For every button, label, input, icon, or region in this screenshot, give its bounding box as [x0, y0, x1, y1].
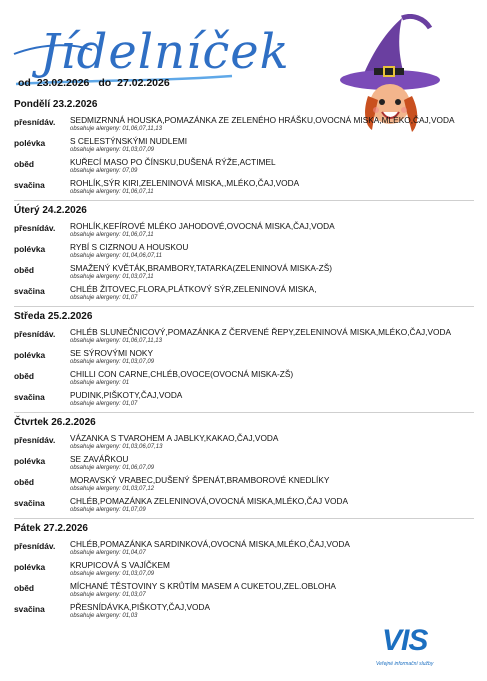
meal-row-snack-pm — [14, 602, 474, 620]
meal-label: polévka — [14, 456, 46, 466]
meal-content — [70, 539, 474, 557]
meal-label: polévka — [14, 562, 46, 572]
to-label: do — [98, 77, 112, 89]
meal-content — [70, 390, 474, 408]
meal-label: oběd — [14, 583, 35, 593]
meal-row-soup — [14, 454, 474, 472]
meal-content — [70, 263, 474, 281]
meal-content — [70, 560, 474, 578]
meal-row-lunch — [14, 581, 474, 599]
from-date: 23.02.2026 — [36, 77, 90, 89]
meal-allergens: obsahuje alergeny: 01,03 — [70, 613, 138, 619]
meal-food: CHILLI CON CARNE,CHLÉB,OVOCE(OVOCNÁ MISKA-ZŠ) — [70, 369, 294, 379]
meal-allergens: obsahuje alergeny: 01,06,07,11 — [70, 232, 154, 238]
meal-content — [70, 454, 474, 472]
meal-label: přesnídáv. — [14, 329, 56, 339]
meal-label: přesnídáv. — [14, 117, 56, 127]
meal-content — [70, 602, 474, 620]
meal-label: oběd — [14, 265, 35, 275]
meal-food: KUŘECÍ MASO PO ČÍNSKU,DUŠENÁ RÝŽE,ACTIMEL — [70, 157, 276, 167]
day-tuesday — [14, 205, 474, 307]
meal-row-snack-pm — [14, 496, 474, 514]
meal-label: svačina — [14, 498, 45, 508]
meal-food: S CELESTÝNSKÝMI NUDLEMI — [70, 136, 188, 146]
meal-food: MORAVSKÝ VRABEC,DUŠENÝ ŠPENÁT,BRAMBOROVÉ KNEDLÍKY — [70, 475, 330, 485]
meal-content — [70, 157, 474, 175]
meal-content — [70, 348, 474, 366]
meal-allergens: obsahuje alergeny: 01,06,07,11,13 — [70, 338, 162, 344]
meal-label: svačina — [14, 180, 45, 190]
meal-row-soup — [14, 560, 474, 578]
meal-allergens: obsahuje alergeny: 01,03,07,12 — [70, 486, 155, 492]
day-title: Středa 25.2.2026 — [14, 311, 93, 322]
meal-allergens: obsahuje alergeny: 01,03,07,11 — [70, 274, 154, 280]
meal-label: polévka — [14, 350, 46, 360]
meal-food: CHLÉB ŽITOVEC,FLORA,PLÁTKOVÝ SÝR,ZELENINOVÁ MISKA, — [70, 284, 317, 294]
meal-allergens: obsahuje alergeny: 07,09 — [70, 168, 138, 174]
meal-food: CHLÉB SLUNEČNICOVÝ,POMAZÁNKA Z ČERVENÉ ŘEPY,ZELENINOVÁ MISKA,MLÉKO,ČAJ,VODA — [70, 327, 451, 337]
meal-allergens: obsahuje alergeny: 01,03,07 — [70, 592, 146, 598]
meal-food: PUDINK,PIŠKOTY,ČAJ,VODA — [70, 390, 183, 400]
day-divider — [14, 306, 474, 307]
meal-row-lunch — [14, 475, 474, 493]
meal-content — [70, 433, 474, 451]
meal-food: SE ZAVÁŘKOU — [70, 454, 129, 464]
meal-label: svačina — [14, 604, 45, 614]
meal-row-snack-am — [14, 327, 474, 345]
meal-row-snack-pm — [14, 284, 474, 302]
meal-row-snack-am — [14, 221, 474, 239]
meal-label: oběd — [14, 371, 35, 381]
meal-row-soup — [14, 242, 474, 260]
meal-allergens: obsahuje alergeny: 01,06,07,11,13 — [70, 126, 162, 132]
meal-row-soup — [14, 348, 474, 366]
meal-content — [70, 284, 474, 302]
meal-label: svačina — [14, 286, 45, 296]
meal-allergens: obsahuje alergeny: 01,04,06,07,11 — [70, 253, 162, 259]
meal-food: KRUPICOVÁ S VAJÍČKEM — [70, 560, 170, 570]
meal-food: SEDMIZRNNÁ HOUSKA,POMAZÁNKA ZE ZELENÉHO HRÁŠKU,OVOCNÁ MISKA,MLÉKO,ČAJ,VODA — [70, 115, 455, 125]
from-label: od — [18, 77, 31, 89]
meal-row-snack-pm — [14, 178, 474, 196]
day-wednesday — [14, 311, 474, 413]
meal-allergens: obsahuje alergeny: 01,06,07,11 — [70, 189, 154, 195]
meal-row-snack-pm — [14, 390, 474, 408]
meal-label: přesnídáv. — [14, 541, 56, 551]
meal-allergens: obsahuje alergeny: 01,03,07,09 — [70, 359, 155, 365]
meal-content — [70, 369, 474, 387]
meal-content — [70, 475, 474, 493]
meal-food: SE SÝROVÝMI NOKY — [70, 348, 153, 358]
meal-content — [70, 581, 474, 599]
meal-food: VÁZANKA S TVAROHEM A JABLKY,KAKAO,ČAJ,VODA — [70, 433, 279, 443]
meal-food: PŘESNÍDÁVKA,PIŠKOTY,ČAJ,VODA — [70, 602, 211, 612]
meal-row-lunch — [14, 157, 474, 175]
meal-food: CHLÉB,POMAZÁNKA ZELENINOVÁ,OVOCNÁ MISKA,MLÉKO,ČAJ VODA — [70, 496, 349, 506]
day-divider — [14, 518, 474, 519]
meal-content — [70, 115, 474, 133]
logo-subtitle: Veřejné informační služby — [376, 661, 434, 667]
meal-content — [70, 178, 474, 196]
vis-logo — [376, 624, 466, 674]
day-title: Pátek 27.2.2026 — [14, 523, 88, 534]
meal-food: MÍCHANÉ TĚSTOVINY S KRŮTÍM MASEM A CUKETOU,ZEL.OBLOHA — [70, 581, 336, 591]
meal-row-snack-am — [14, 115, 474, 133]
day-title: Úterý 24.2.2026 — [14, 205, 87, 216]
to-date: 27.02.2026 — [117, 77, 170, 89]
meal-content — [70, 221, 474, 239]
meal-allergens: obsahuje alergeny: 01,03,07,09 — [70, 571, 155, 577]
meal-label: polévka — [14, 138, 46, 148]
meal-allergens: obsahuje alergeny: 01,06,07,09 — [70, 465, 155, 471]
date-range — [18, 77, 176, 89]
meal-allergens: obsahuje alergeny: 01,07,09 — [70, 507, 146, 513]
meal-label: oběd — [14, 477, 35, 487]
meal-label: svačina — [14, 392, 45, 402]
meal-allergens: obsahuje alergeny: 01,07 — [70, 295, 138, 301]
page-title: Jídelníček — [40, 24, 290, 80]
meal-label: přesnídáv. — [14, 435, 56, 445]
meal-row-snack-am — [14, 539, 474, 557]
day-title: Čtvrtek 26.2.2026 — [14, 417, 96, 428]
meal-row-lunch — [14, 369, 474, 387]
meal-allergens: obsahuje alergeny: 01,04,07 — [70, 550, 146, 556]
day-thursday — [14, 417, 474, 519]
meal-allergens: obsahuje alergeny: 01 — [70, 380, 130, 386]
meal-food: CHLÉB,POMAZÁNKA SARDINKOVÁ,OVOCNÁ MISKA,MLÉKO,ČAJ,VODA — [70, 539, 350, 549]
meal-label: oběd — [14, 159, 35, 169]
meal-content — [70, 496, 474, 514]
meal-food: SMAŽENÝ KVĚTÁK,BRAMBORY,TATARKA(ZELENINOVÁ MISKA-ZŠ) — [70, 263, 333, 273]
meal-row-lunch — [14, 263, 474, 281]
day-monday — [14, 99, 474, 201]
meal-food: RYBÍ S CIZRNOU A HOUSKOU — [70, 242, 189, 252]
meal-row-snack-am — [14, 433, 474, 451]
day-divider — [14, 200, 474, 201]
meal-allergens: obsahuje alergeny: 01,03,07,09 — [70, 147, 155, 153]
day-title: Pondělí 23.2.2026 — [14, 99, 98, 110]
meal-label: polévka — [14, 244, 46, 254]
header — [0, 0, 487, 96]
day-friday — [14, 523, 474, 620]
meal-food: ROHLÍK,SÝR KIRI,ZELENINOVÁ MISKA,,MLÉKO,ČAJ,VODA — [70, 178, 300, 188]
logo-text: VIS — [382, 624, 428, 657]
meal-food: ROHLÍK,KEFÍROVÉ MLÉKO JAHODOVÉ,OVOCNÁ MISKA,ČAJ,VODA — [70, 221, 335, 231]
meal-allergens: obsahuje alergeny: 01,03,06,07,13 — [70, 444, 163, 450]
meal-allergens: obsahuje alergeny: 01,07 — [70, 401, 138, 407]
weekly-menu — [14, 96, 474, 623]
meal-content — [70, 327, 474, 345]
meal-label: přesnídáv. — [14, 223, 56, 233]
meal-content — [70, 242, 474, 260]
day-divider — [14, 412, 474, 413]
meal-row-soup — [14, 136, 474, 154]
meal-content — [70, 136, 474, 154]
